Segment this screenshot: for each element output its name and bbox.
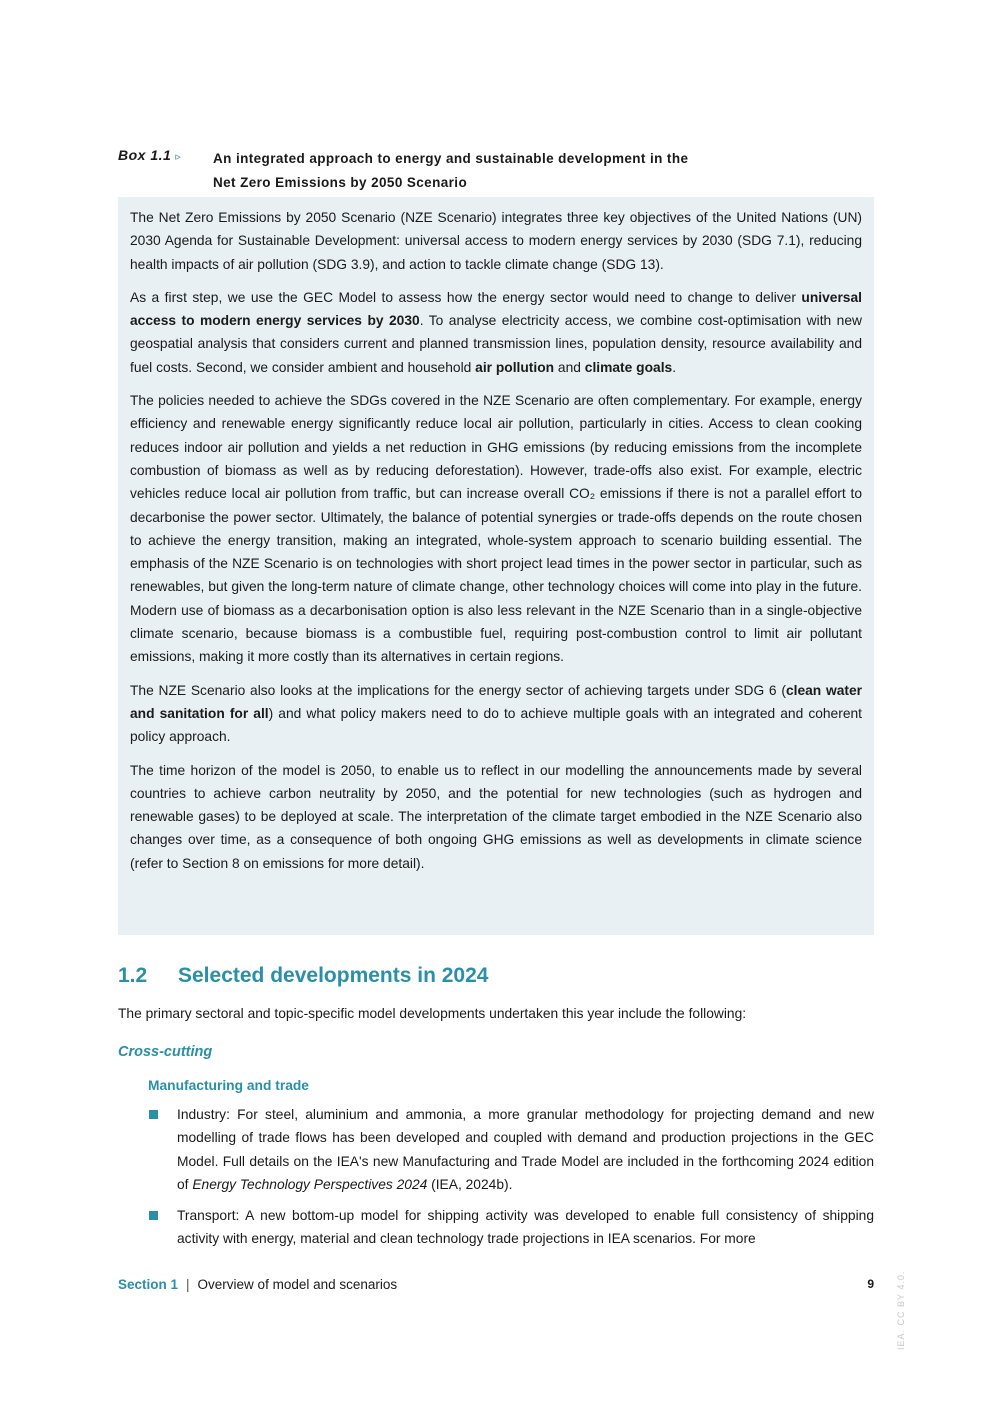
box-paragraph-4 (130, 679, 862, 749)
box-paragraph-3: The policies needed to achieve the SDGs covered in the NZE Scenario are often complementary. For example, energy efficiency and renewable energy significantly reduce local air pollution, particularly in cities. Access to clean cooking reduces indoor air pollution and yields a net reduction in GHG emissions (by reducing emissions from the incomplete combustion of biomass as well as by reducing deforestation). However, trade-offs also exist. For example, electric vehicles reduce local air pollution from traffic, but can increase overall CO₂ emissions if there is not a parallel effort to decarbonise the power sector. Ultimately, the balance of potential synergies or trade-offs depends on the route chosen to achieve the energy transition, making an integrated, whole-system approach to scenario building essential. The emphasis of the NZE Scenario is on technologies with short project lead times in the power sector in particular, such as renewables, but given the long-term nature of climate change, other technology choices will come into play in the future. Modern use of biomass as a decarbonisation option is also less relevant in the NZE Scenario than in a single-objective climate scenario, because biomass is a combustible fuel, requiring post-combustion control to limit air pollutant emissions, making it more costly than its alternatives in certain regions. (130, 393, 862, 665)
license-watermark: IEA. CC BY 4.0. (896, 1270, 906, 1350)
bullet-list (148, 1103, 874, 1259)
box-paragraph-5: The time horizon of the model is 2050, to enable us to reflect in our modelling the announcements made by several countries to achieve carbon neutrality by 2050, and the potential for new technologies (such as hydrogen and renewable gases) to be deployed at scale. The interpretation of the climate target embodied in the NZE Scenario also changes over time, as a consequence of both ongoing GHG emissions as well as developments in climate science (refer to Section 8 on emissions for more detail). (130, 762, 862, 871)
bold-text: universal access to modern energy services by 2030 (130, 289, 862, 329)
box-label (118, 147, 181, 163)
page-number: 9 (867, 1277, 874, 1291)
subsubheading-manufacturing: Manufacturing and trade (148, 1078, 309, 1093)
text-run: . (672, 359, 677, 375)
section-heading (118, 964, 488, 988)
bold-text: clean water and sanitation for all (130, 682, 863, 721)
box-paragraph-1: The Net Zero Emissions by 2050 Scenario (NZE Scenario) integrates three key objectives of the United Nations (UN) 2030 Agenda for Sustainable Development: universal access to modern energy services by 2030 (SDG 7.1), reducing health impacts of air pollution (SDG 3.9), and action to tackle climate change (SDG 13). (130, 210, 862, 272)
footer-separator: | (186, 1277, 190, 1292)
box-title-line-2: Net Zero Emissions by 2050 Scenario (213, 175, 468, 190)
box-header (118, 146, 874, 194)
italic-text: Energy Technology Perspectives 2024 (192, 1176, 428, 1192)
section-number: 1.2 (118, 964, 148, 987)
text-run: Industry: For steel, aluminium and ammonia, a more granular methodology for projecting demand and new modelling of trade flows has been developed and coupled with demand and production projections in the GEC Model. Full details on the IEA's new Manufacturing and Trade Model are included in the forthcoming 2024 edition of (177, 1107, 874, 1192)
list-item (148, 1204, 874, 1251)
footer-section-title: Overview of model and scenarios (197, 1277, 398, 1292)
footer-section-label: Section 1 (118, 1277, 179, 1292)
box-paragraph-2 (130, 286, 862, 379)
square-bullet-icon (149, 1110, 158, 1119)
page-footer (118, 1277, 874, 1292)
text-run: As a first step, we use the GEC Model to assess how the energy sector would need to change to deliver (130, 289, 802, 305)
bullet-text (177, 1103, 874, 1196)
bold-text: air pollution (475, 359, 555, 375)
bold-text: climate goals (584, 359, 673, 375)
square-bullet-icon (149, 1211, 158, 1220)
bullet-text: Transport: A new bottom-up model for shipping activity was developed to enable full consistency of shipping activity with energy, material and clean technology trade projections in IEA scenarios. For more (177, 1208, 874, 1247)
box-number: Box 1.1 (118, 147, 172, 163)
section-intro: The primary sectoral and topic-specific model developments undertaken this year include the following: (118, 1006, 747, 1021)
text-run: ) and what policy makers need to do to achieve multiple goals with an integrated and coherent policy approach. (130, 705, 863, 745)
subheading-cross-cutting: Cross-cutting (118, 1044, 213, 1060)
box-title (213, 147, 813, 195)
section-title: Selected developments in 2024 (178, 964, 489, 987)
list-item (148, 1103, 874, 1196)
text-run: . To analyse electricity access, we combine cost-optimisation with new geospatial analysis that considers current and planned transmission lines, population density, resource availability and fuel costs. Second, we consider ambient and household (130, 313, 862, 375)
text-run: (IEA, 2024b). (427, 1176, 513, 1192)
text-run: The NZE Scenario also looks at the implications for the energy sector of achieving targets under SDG 6 ( (130, 682, 786, 698)
triangle-icon: ▹ (175, 151, 182, 163)
text-run: and (554, 359, 585, 375)
box-title-line-1: An integrated approach to energy and sustainable development in the (213, 151, 689, 166)
box-content (118, 197, 874, 935)
